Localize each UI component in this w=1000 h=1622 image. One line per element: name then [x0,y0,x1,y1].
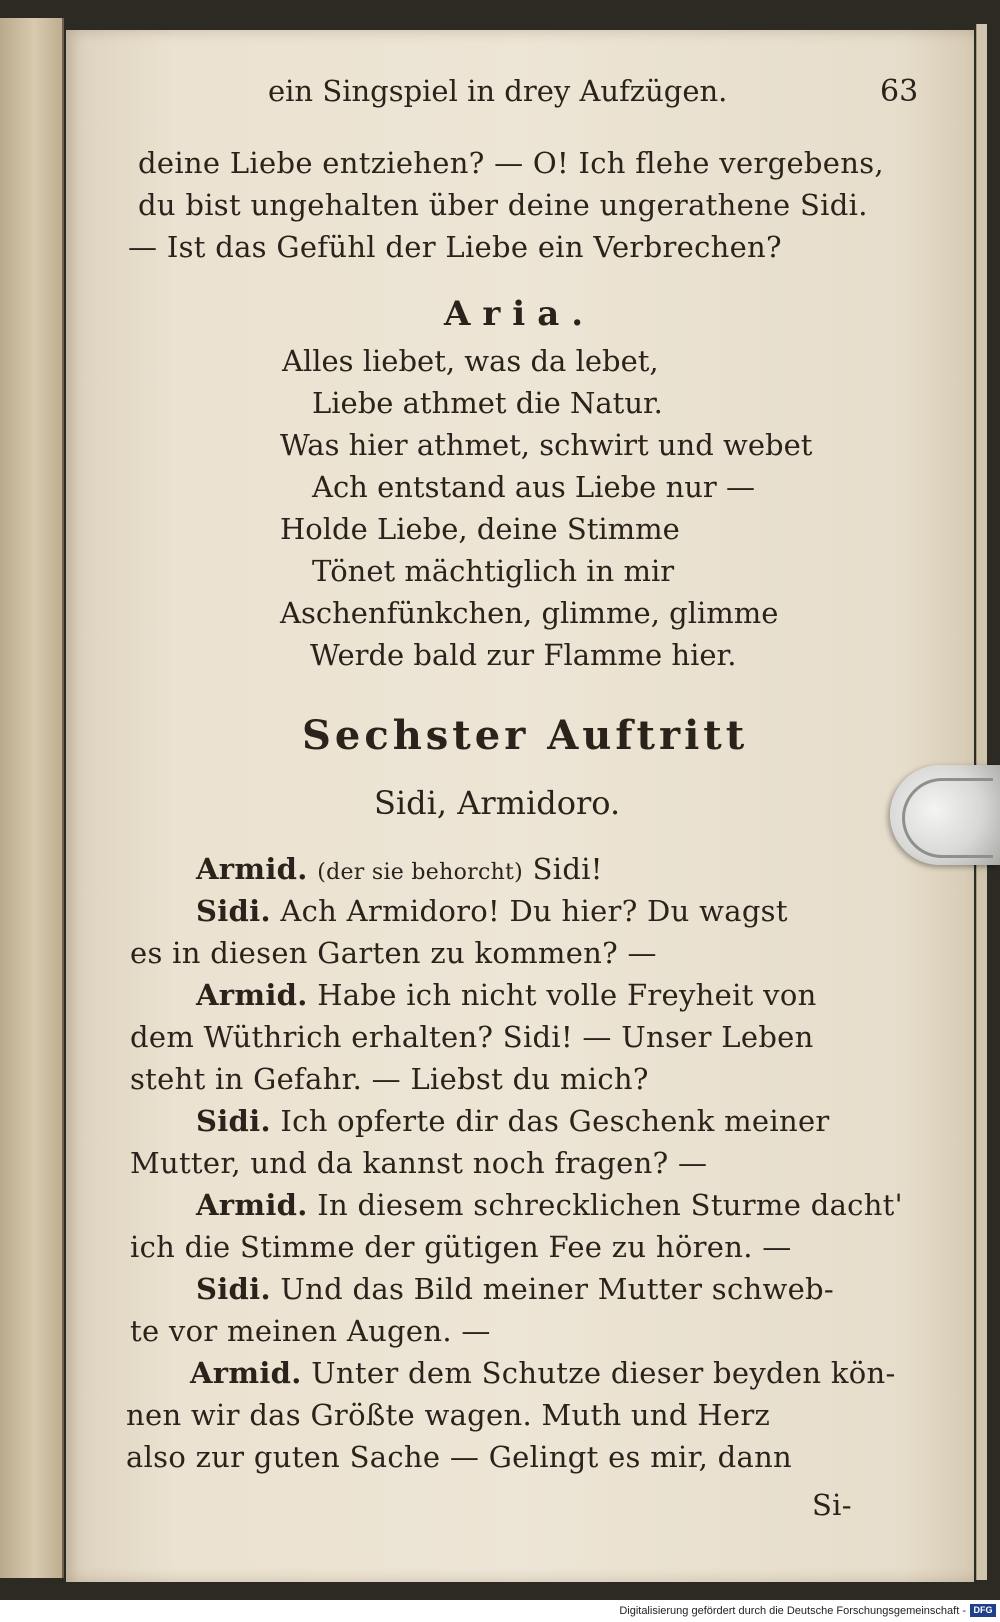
dialogue-text: Ach Armidoro! Du hier? Du wagst [280,894,788,928]
dialogue-line-2 [196,894,788,928]
dialogue-line-13 [190,1356,896,1390]
speaker-name: Sidi. [196,1104,271,1138]
funding-note: Digitalisierung gefördert durch die Deutsche Forschungsgemeinschaft - [619,1605,966,1617]
aria-title: Aria. [444,294,596,334]
dialogue-line-5: dem Wüthrich erhalten? Sidi! — Unser Leben [130,1020,814,1054]
catchword: Si- [812,1488,852,1522]
dfg-logo: DFG [970,1604,996,1617]
verse-line-5: Holde Liebe, deine Stimme [280,512,680,546]
dialogue-line-8: Mutter, und da kannst noch fragen? — [130,1146,708,1180]
verse-line-8: Werde bald zur Flamme hier. [310,638,737,672]
verse-line-4: Ach entstand aus Liebe nur — [312,470,756,504]
prose-line-3: — Ist das Gefühl der Liebe ein Verbrechen? [128,230,782,264]
verse-line-2: Liebe athmet die Natur. [312,386,663,420]
verse-line-7: Aschenfünkchen, glimme, glimme [280,596,779,630]
speaker-name: Sidi. [196,1272,271,1306]
scene-cast: Sidi, Armidoro. [374,784,621,822]
dialogue-text: Ich opferte dir das Geschenk meiner [280,1104,830,1138]
dialogue-line-9 [196,1188,903,1222]
verse-line-3: Was hier athmet, schwirt und webet [280,428,813,462]
dialogue-text: Und das Bild meiner Mutter schweb- [280,1272,835,1306]
dialogue-line-11 [196,1272,834,1306]
scene-title: Sechster Auftritt [302,712,749,759]
stage-direction: (der sie behorcht) [317,860,524,885]
dialogue-line-7 [196,1104,830,1138]
prose-line-2: du bist ungehalten über deine ungerathene Sidi. [138,188,868,222]
verse-line-1: Alles liebet, was da lebet, [282,344,659,378]
prose-line-1: deine Liebe entziehen? — O! Ich flehe vergebens, [138,146,884,180]
dialogue-line-6: steht in Gefahr. — Liebst du mich? [130,1062,649,1096]
dialogue-line-15: also zur guten Sache — Gelingt es mir, dann [126,1440,793,1474]
running-head: ein Singspiel in drey Aufzügen. [268,74,728,108]
dialogue-text: In diesem schrecklichen Sturme dacht' [317,1188,903,1222]
dialogue-line-14: nen wir das Größte wagen. Muth und Herz [126,1398,771,1432]
dialogue-text: Unter dem Schutze dieser beyden kön- [311,1356,896,1390]
speaker-name: Armid. [196,978,308,1012]
page-number: 63 [880,74,919,109]
dialogue-line-1 [196,852,603,886]
speaker-name: Sidi. [196,894,271,928]
facing-page-edge [0,18,64,1578]
speaker-name: Armid. [196,1188,308,1222]
dialogue-line-4 [196,978,817,1012]
speaker-name: Armid. [190,1356,302,1390]
dialogue-line-3: es in diesen Garten zu kommen? — [130,936,657,970]
dialogue-text: Habe ich nicht volle Freyheit von [317,978,817,1012]
page-clip-wire [902,778,993,858]
dialogue-text: Sidi! [532,852,603,886]
verse-line-6: Tönet mächtiglich in mir [312,554,675,588]
dialogue-line-10: ich die Stimme der gütigen Fee zu hören. — [130,1230,792,1264]
speaker-name: Armid. [196,852,308,886]
dialogue-line-12: te vor meinen Augen. — [130,1314,491,1348]
